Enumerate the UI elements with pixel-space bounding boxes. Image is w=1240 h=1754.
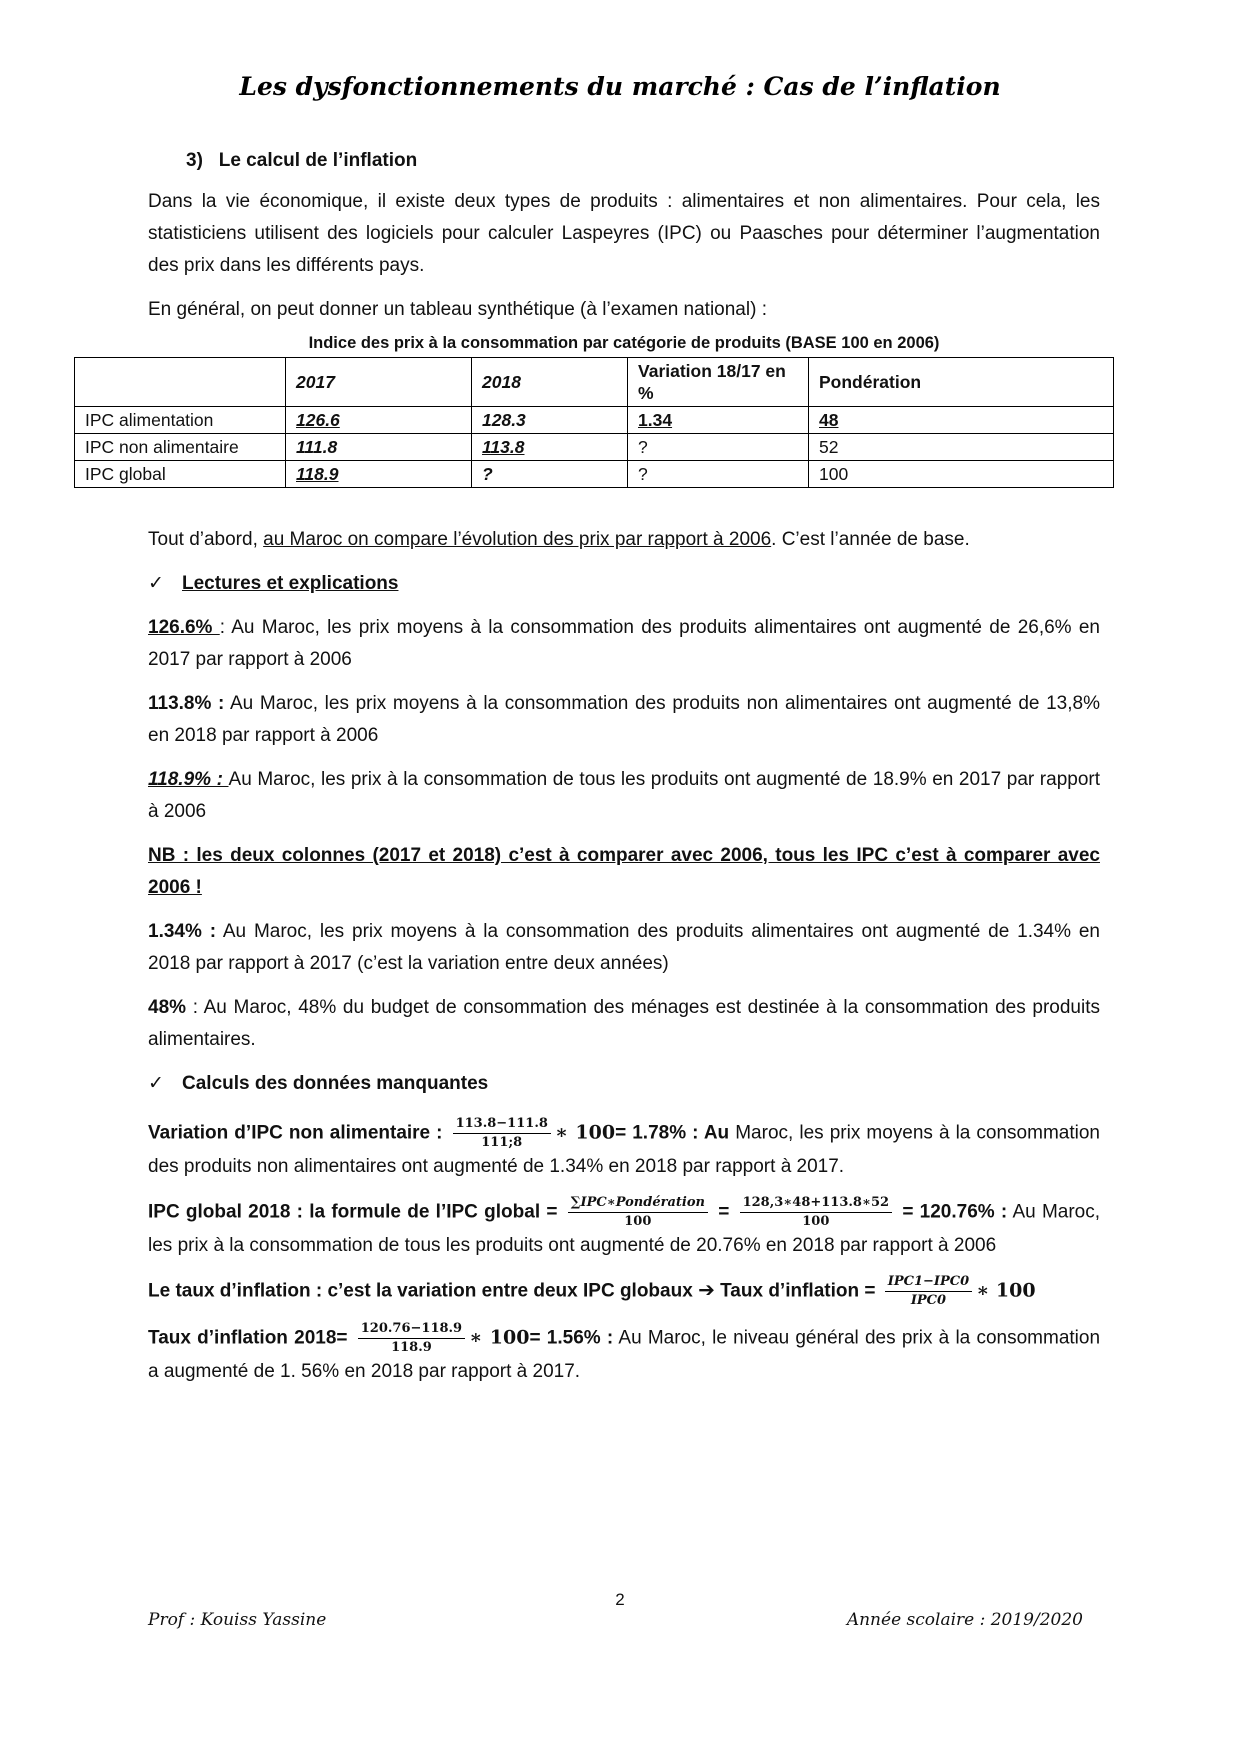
table-cell: IPC global <box>75 461 286 488</box>
taux-2018-calculation <box>148 1321 1100 1388</box>
intro-paragraph-2: En général, on peut donner un tableau synthétique (à l’examen national) : <box>148 299 767 320</box>
table-cell: 126.6 <box>286 407 472 434</box>
table-cell: 52 <box>809 434 1114 461</box>
fraction-numerator: ∑IPC∗Pondération <box>568 1195 708 1213</box>
variation-text: Maroc, les prix moyens à la consommation des produits non alimentaires ont augmenté de 1.34% en 2018 par rapport à 2017. <box>148 1122 1100 1177</box>
variation-fraction <box>453 1116 551 1151</box>
lecture-text: : Au Maroc, 48% du budget de consommation des ménages est destinée à la consommation des produits alimentaires. <box>148 997 1100 1050</box>
checkmark-icon: ✓ <box>148 573 164 594</box>
taux-definition <box>148 1274 1100 1309</box>
fraction-numerator: 113.8−111.8 <box>453 1116 551 1134</box>
ipc-table <box>74 357 1114 488</box>
ipc-global-result: = 120.76% : <box>902 1201 1008 1223</box>
fraction-numerator: 120.76−118.9 <box>358 1321 465 1339</box>
table-cell: 100 <box>809 461 1114 488</box>
intro-paragraph: Dans la vie économique, il existe deux types de produits : alimentaires et non alimentaires. Pour cela, les statisticiens utilisent des logiciels pour calculer Laspeyres (IPC) ou Paasches pour déterminer l’augmentation des prix dans les différents pays. <box>148 191 1100 276</box>
table-row <box>75 434 1114 461</box>
table-cell: IPC non alimentaire <box>75 434 286 461</box>
lecture-item <box>148 992 1100 1056</box>
taux-2018-fraction <box>358 1321 465 1356</box>
checkmark-icon: ✓ <box>148 1073 164 1094</box>
fraction-numerator: IPC1−IPC0 <box>885 1274 972 1292</box>
table-cell: IPC alimentation <box>75 407 286 434</box>
lectures-heading <box>148 568 1100 600</box>
table-header-cell: Variation 18/17 en % <box>628 358 809 407</box>
base-year-pre: Tout d’abord, <box>148 529 264 550</box>
table-cell: 113.8 <box>472 434 628 461</box>
multiplier: ∗ 100 <box>554 1121 616 1144</box>
multiplier: ∗ 100 <box>469 1326 530 1349</box>
page-number: 2 <box>615 1590 625 1609</box>
table-cell: ? <box>628 434 809 461</box>
base-year-post: . C’est l’année de base. <box>771 529 970 550</box>
lecture-label: 1.34% : <box>148 921 217 942</box>
taux-2018-label: Taux d’inflation 2018= <box>148 1327 348 1349</box>
equals-sign: = <box>718 1201 730 1223</box>
lectures-title: Lectures et explications <box>182 573 399 594</box>
base-year-underlined: au Maroc on compare l’évolution des prix par rapport à 2006 <box>263 529 772 550</box>
page-header-title: Les dysfonctionnements du marché : Cas de l’inflation <box>239 72 1001 101</box>
fraction-denominator: 100 <box>624 1214 652 1229</box>
taux-label-2: Taux d’inflation = <box>720 1280 876 1302</box>
calculs-title: Calculs des données manquantes <box>182 1073 489 1094</box>
lecture-item <box>148 764 1100 828</box>
lecture-item <box>148 688 1100 752</box>
table-cell: ? <box>472 461 628 488</box>
lecture-text: Au Maroc, les prix moyens à la consommation des produits non alimentaires ont augmenté de 13,8% en 2018 par rapport à 2006 <box>148 693 1100 746</box>
lecture-text: Au Maroc, les prix moyens à la consommation des produits alimentaires ont augmenté de 1.34% en 2018 par rapport à 2017 (c’est la variation entre deux années) <box>148 921 1100 974</box>
fraction-denominator: 111;8 <box>481 1135 523 1150</box>
fraction-denominator: 118.9 <box>391 1340 432 1355</box>
ipc-values-fraction <box>740 1195 892 1230</box>
ipc-global-text: Au Maroc, les prix à la consommation de tous les produits ont augmenté de 20.76% en 2018 par rapport à 2006 <box>148 1201 1101 1256</box>
taux-label: Le taux d’inflation : c’est la variation entre deux IPC globaux <box>148 1280 693 1302</box>
table-cell: 111.8 <box>286 434 472 461</box>
table-cell: ? <box>628 461 809 488</box>
lecture-label: 113.8% : <box>148 693 225 714</box>
taux-2018-text: Au Maroc, le niveau général des prix à la consommation a augmenté de 1. 56% en 2018 par rapport à 2017. <box>148 1327 1101 1382</box>
table-header-cell <box>75 358 286 407</box>
arrow-right-icon: ➔ <box>698 1279 715 1302</box>
multiplier: ∗ 100 <box>976 1279 1036 1302</box>
table-header-cell: 2018 <box>472 358 628 407</box>
lecture-text: Au Maroc, les prix à la consommation de tous les produits ont augmenté de 18.9% en 2017 par rapport à 2006 <box>148 769 1101 822</box>
document-body <box>85 150 1101 1400</box>
fraction-numerator: 128,3∗48+113.8∗52 <box>740 1195 892 1213</box>
variation-result: = 1.78% : Au <box>615 1122 730 1144</box>
taux-formula-fraction <box>885 1274 972 1309</box>
base-year-paragraph <box>148 524 1100 556</box>
variation-calculation <box>148 1116 1100 1183</box>
table-cell: 48 <box>809 407 1114 434</box>
lecture-label: 48% <box>148 997 187 1018</box>
table-caption: Indice des prix à la consommation par catégorie de produits (BASE 100 en 2006) <box>308 334 940 352</box>
table-cell: 128.3 <box>472 407 628 434</box>
lecture-item <box>148 612 1100 676</box>
fraction-denominator: 100 <box>802 1214 830 1229</box>
ipc-global-calculation <box>148 1195 1100 1262</box>
nb-note: NB : les deux colonnes (2017 et 2018) c’est à comparer avec 2006, tous les IPC c’est à comparer avec 2006 ! <box>148 845 1100 898</box>
footer-author: Prof : Kouiss Yassine <box>148 1610 327 1630</box>
table-header-cell: 2017 <box>286 358 472 407</box>
footer-school-year: Année scolaire : 2019/2020 <box>846 1610 1083 1630</box>
table-header-row <box>75 358 1114 407</box>
table-header-cell: Pondération <box>809 358 1114 407</box>
table-row <box>75 461 1114 488</box>
lecture-item <box>148 916 1100 980</box>
lecture-label: 118.9% : <box>148 769 229 790</box>
fraction-denominator: IPC0 <box>910 1293 947 1308</box>
lecture-label: 126.6% <box>148 617 220 638</box>
table-cell: 118.9 <box>286 461 472 488</box>
calculs-heading <box>148 1068 1100 1100</box>
table-row <box>75 407 1114 434</box>
taux-2018-result: = 1.56% : <box>529 1327 614 1349</box>
lecture-text: : Au Maroc, les prix moyens à la consommation des produits alimentaires ont augmenté de 26,6% en 2017 par rapport à 2006 <box>148 617 1100 670</box>
variation-label: Variation d’IPC non alimentaire : <box>148 1122 443 1144</box>
table-cell: 1.34 <box>628 407 809 434</box>
ipc-global-label: IPC global 2018 : la formule de l’IPC global = <box>148 1201 558 1223</box>
section-title: 3) Le calcul de l’inflation <box>186 150 418 171</box>
ipc-formula-fraction <box>568 1195 708 1230</box>
